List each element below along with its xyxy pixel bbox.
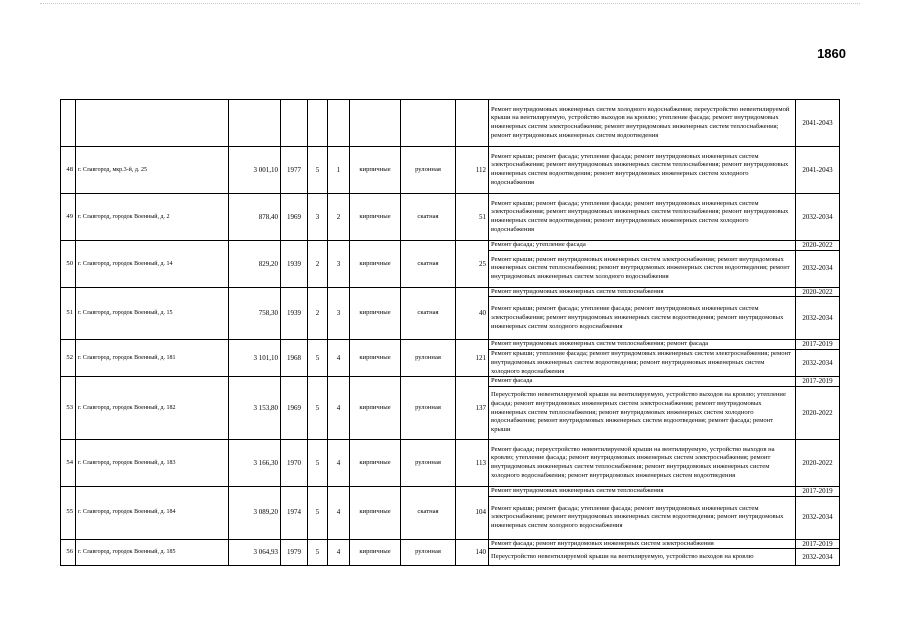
period-cell: 2032-2034	[796, 297, 840, 340]
roof-cell: рулонная	[401, 539, 456, 566]
period-cell: 2032-2034	[796, 194, 840, 241]
works-cell: Переустройство невентилируемой крыши на вентилируемую, устройство выходов на кровлю; утепление фасада; ремонт внутридомовых инженерных систем электроснабжения; ремонт внутридомовых инженерных систем теплоснабжения; ремонт внутридомовых инженерных систем холодного водоснабжения; ремонт внутридомовых инженерных систем водоотведения; ремонт фасада; ремонт крыши	[489, 386, 796, 439]
table-row	[61, 340, 840, 350]
scan-edge-artifact	[40, 3, 860, 6]
floors-cell: 5	[308, 539, 328, 566]
table-row	[61, 377, 840, 387]
row-number: 54	[61, 439, 76, 486]
works-cell: Ремонт фасада	[489, 377, 796, 387]
floors-cell: 5	[308, 486, 328, 539]
roof-cell	[401, 100, 456, 147]
works-cell: Ремонт фасада; ремонт внутридомовых инженерных систем электроснабжения	[489, 539, 796, 549]
year-cell: 1968	[281, 340, 308, 377]
row-number: 52	[61, 340, 76, 377]
row-number: 56	[61, 539, 76, 566]
roof-cell: рулонная	[401, 439, 456, 486]
apartments-cell: 140	[456, 539, 489, 566]
entrances-cell: 4	[328, 340, 350, 377]
works-cell: Ремонт крыши; ремонт фасада; утепление фасада; ремонт внутридомовых инженерных систем электроснабжения; ремонт внутридомовых инженерных систем теплоснабжения; ремонт внутридомовых инженерных систем водоотведения; ремонт внутридомовых инженерных систем холодного водоснабжения	[489, 194, 796, 241]
walls-cell: кирпичные	[350, 340, 401, 377]
entrances-cell	[328, 100, 350, 147]
works-cell: Ремонт крыши; ремонт внутридомовых инженерных систем электроснабжения; ремонт внутридомовых инженерных систем теплоснабжения; ремонт внутридомовых инженерных систем водоотведения; ремонт внутридомовых инженерных систем холодного водоснабжения	[489, 250, 796, 287]
works-cell: Ремонт внутридомовых инженерных систем теплоснабжения; ремонт фасада	[489, 340, 796, 350]
table-row	[61, 287, 840, 297]
address-cell	[76, 100, 229, 147]
floors-cell: 5	[308, 439, 328, 486]
address-cell: г. Славгород, городок Военный, д. 183	[76, 439, 229, 486]
row-number: 49	[61, 194, 76, 241]
table-row	[61, 439, 840, 486]
area-cell: 3 064,93	[229, 539, 281, 566]
area-cell: 758,30	[229, 287, 281, 340]
entrances-cell: 4	[328, 439, 350, 486]
year-cell: 1970	[281, 439, 308, 486]
area-cell: 3 153,80	[229, 377, 281, 440]
year-cell: 1939	[281, 241, 308, 288]
floors-cell: 5	[308, 147, 328, 194]
walls-cell: кирпичные	[350, 377, 401, 440]
works-cell: Ремонт внутридомовых инженерных систем теплоснабжения	[489, 486, 796, 496]
roof-cell: рулонная	[401, 147, 456, 194]
area-cell: 829,20	[229, 241, 281, 288]
floors-cell	[308, 100, 328, 147]
apartments-cell: 112	[456, 147, 489, 194]
walls-cell	[350, 100, 401, 147]
address-cell: г. Славгород, городок Военный, д. 185	[76, 539, 229, 566]
walls-cell: кирпичные	[350, 194, 401, 241]
year-cell: 1974	[281, 486, 308, 539]
area-cell: 3 166,30	[229, 439, 281, 486]
floors-cell: 2	[308, 241, 328, 288]
address-cell: г. Славгород, мкр.3-й, д. 25	[76, 147, 229, 194]
works-cell: Переустройство невентилируемой крыши на вентилируемую, устройство выходов на кровлю	[489, 549, 796, 566]
table-row	[61, 147, 840, 194]
apartments-cell: 113	[456, 439, 489, 486]
address-cell: г. Славгород, городок Военный, д. 2	[76, 194, 229, 241]
address-cell: г. Славгород, городок Военный, д. 15	[76, 287, 229, 340]
works-cell: Ремонт внутридомовых инженерных систем холодного водоснабжения; переустройство невентилируемой крыши на вентилируемую, устройство выходов на кровлю; утепление фасада; ремонт внутридомовых инженерных систем электроснабжения; ремонт внутридомовых инженерных систем теплоснабжения; ремонт внутридомовых инженерных систем водоотведения	[489, 100, 796, 147]
walls-cell: кирпичные	[350, 241, 401, 288]
entrances-cell: 4	[328, 539, 350, 566]
apartments-cell: 104	[456, 486, 489, 539]
apartments-cell: 40	[456, 287, 489, 340]
works-cell: Ремонт фасада; утепление фасада	[489, 241, 796, 251]
entrances-cell: 4	[328, 377, 350, 440]
apartments-cell: 51	[456, 194, 489, 241]
works-cell: Ремонт крыши; утепление фасада; ремонт внутридомовых инженерных систем электроснабжения; ремонт внутридомовых инженерных систем водоотведения; ремонт внутридомовых инженерных систем холодного водоснабжения	[489, 350, 796, 377]
works-cell: Ремонт крыши; ремонт фасада; утепление фасада; ремонт внутридомовых инженерных систем электроснабжения; ремонт внутридомовых инженерных систем водоотведения; ремонт внутридомовых инженерных систем холодного водоснабжения	[489, 297, 796, 340]
table-row	[61, 100, 840, 147]
roof-cell: скатная	[401, 486, 456, 539]
period-cell: 2017-2019	[796, 377, 840, 387]
year-cell: 1969	[281, 377, 308, 440]
floors-cell: 5	[308, 377, 328, 440]
entrances-cell: 3	[328, 287, 350, 340]
walls-cell: кирпичные	[350, 147, 401, 194]
roof-cell: скатная	[401, 287, 456, 340]
year-cell: 1977	[281, 147, 308, 194]
period-cell: 2032-2034	[796, 250, 840, 287]
period-cell: 2020-2022	[796, 386, 840, 439]
floors-cell: 2	[308, 287, 328, 340]
row-number: 50	[61, 241, 76, 288]
works-cell: Ремонт крыши; ремонт фасада; утепление фасада; ремонт внутридомовых инженерных систем электроснабжения; ремонт внутридомовых инженерных систем водоотведения; ремонт внутридомовых инженерных систем холодного водоснабжения	[489, 496, 796, 539]
address-cell: г. Славгород, городок Военный, д. 181	[76, 340, 229, 377]
row-number	[61, 100, 76, 147]
address-cell: г. Славгород, городок Военный, д. 182	[76, 377, 229, 440]
entrances-cell: 2	[328, 194, 350, 241]
row-number: 55	[61, 486, 76, 539]
year-cell	[281, 100, 308, 147]
walls-cell: кирпичные	[350, 486, 401, 539]
roof-cell: рулонная	[401, 340, 456, 377]
walls-cell: кирпичные	[350, 439, 401, 486]
works-cell: Ремонт фасада; переустройство невентилируемой крыши на вентилируемую, устройство выходов на кровлю; утепление фасада; ремонт внутридомовых инженерных систем электроснабжения; ремонт внутридомовых инженерных систем теплоснабжения; ремонт внутридомовых инженерных систем холодного водоснабжения; ремонт внутридомовых инженерных систем водоотведения	[489, 439, 796, 486]
period-cell: 2041-2043	[796, 147, 840, 194]
apartments-cell: 137	[456, 377, 489, 440]
row-number: 48	[61, 147, 76, 194]
row-number: 51	[61, 287, 76, 340]
apartments-cell: 25	[456, 241, 489, 288]
year-cell: 1969	[281, 194, 308, 241]
entrances-cell: 4	[328, 486, 350, 539]
table-row	[61, 241, 840, 251]
period-cell: 2032-2034	[796, 549, 840, 566]
period-cell: 2020-2022	[796, 241, 840, 251]
works-cell: Ремонт внутридомовых инженерных систем теплоснабжения	[489, 287, 796, 297]
walls-cell: кирпичные	[350, 287, 401, 340]
roof-cell: рулонная	[401, 377, 456, 440]
year-cell: 1979	[281, 539, 308, 566]
entrances-cell: 1	[328, 147, 350, 194]
area-cell: 3 089,20	[229, 486, 281, 539]
housing-repair-table	[60, 99, 840, 566]
entrances-cell: 3	[328, 241, 350, 288]
area-cell: 878,40	[229, 194, 281, 241]
year-cell: 1939	[281, 287, 308, 340]
page-number: 1860	[817, 46, 846, 61]
works-cell: Ремонт крыши; ремонт фасада; утепление фасада; ремонт внутридомовых инженерных систем электроснабжения; ремонт внутридомовых инженерных систем теплоснабжения; ремонт внутридомовых инженерных систем водоотведения; ремонт внутридомовых инженерных систем холодного водоснабжения	[489, 147, 796, 194]
area-cell: 3 001,10	[229, 147, 281, 194]
row-number: 53	[61, 377, 76, 440]
table-row	[61, 486, 840, 496]
roof-cell: скатная	[401, 241, 456, 288]
apartments-cell: 121	[456, 340, 489, 377]
period-cell: 2017-2019	[796, 486, 840, 496]
table-row	[61, 539, 840, 549]
walls-cell: кирпичные	[350, 539, 401, 566]
period-cell: 2041-2043	[796, 100, 840, 147]
floors-cell: 3	[308, 194, 328, 241]
period-cell: 2032-2034	[796, 350, 840, 377]
floors-cell: 5	[308, 340, 328, 377]
area-cell	[229, 100, 281, 147]
period-cell: 2032-2034	[796, 496, 840, 539]
address-cell: г. Славгород, городок Военный, д. 14	[76, 241, 229, 288]
table-row	[61, 194, 840, 241]
address-cell: г. Славгород, городок Военный, д. 184	[76, 486, 229, 539]
area-cell: 3 101,10	[229, 340, 281, 377]
period-cell: 2020-2022	[796, 439, 840, 486]
period-cell: 2017-2019	[796, 340, 840, 350]
period-cell: 2020-2022	[796, 287, 840, 297]
period-cell: 2017-2019	[796, 539, 840, 549]
apartments-cell	[456, 100, 489, 147]
roof-cell: скатная	[401, 194, 456, 241]
